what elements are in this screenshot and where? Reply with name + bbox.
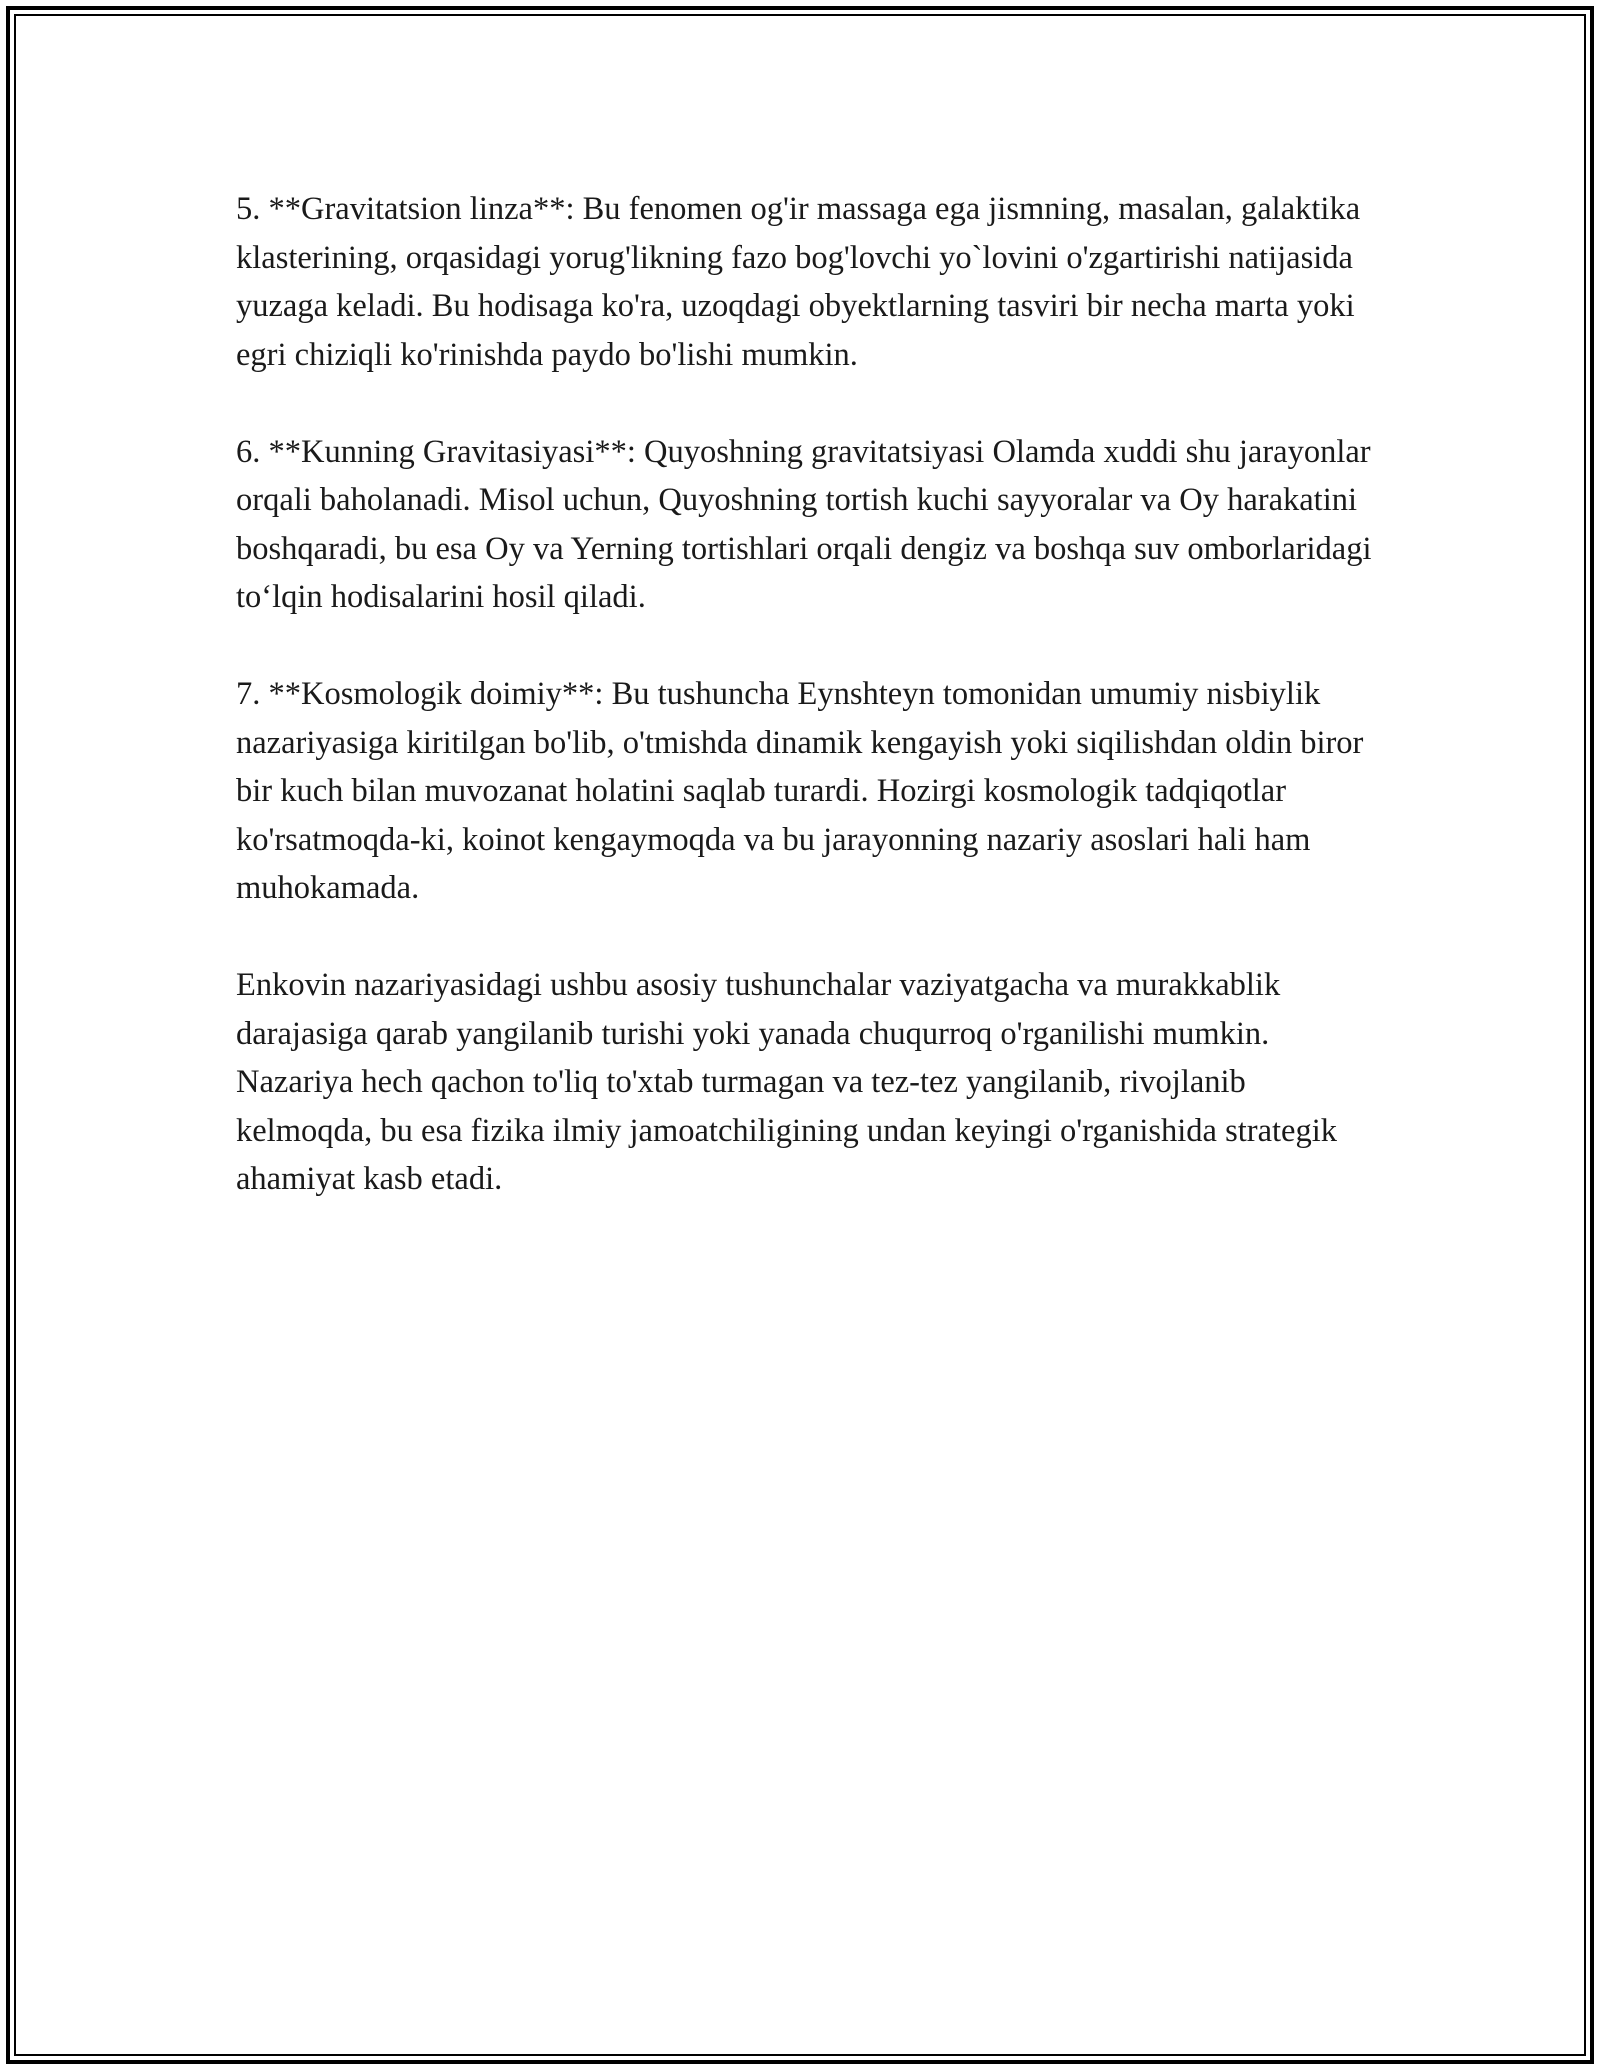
paragraph-gravitational-lens: 5. **Gravitatsion linza**: Bu fenomen og'ir massaga ega jismning, masalan, galaktika klasterining, orqasidagi yorug'likning fazo bog'lovchi yo`lovini o'zgartirishi natijasida yuzaga keladi. Bu hodisaga ko'ra, uzoqdagi obyektlarning tasviri bir necha marta yoki egri chiziqli ko'rinishda paydo bo'lishi mumkin. (236, 191, 1361, 373)
document-body (236, 185, 1376, 1252)
paragraph-conclusion: Enkovin nazariyasidagi ushbu asosiy tushunchalar vaziyatgacha va murakkablik darajasiga qarab yangilanib turishi yoki yanada chuqurroq o'rganilishi mumkin. Nazariya hech qachon to'liq to'xtab turmagan va tez-tez yangilanib, rivojlanib kelmoqda, bu esa fizika ilmiy jamoatchiligining undan keyingi o'rganishida strategik ahamiyat kasb etadi. (236, 967, 1337, 1197)
paragraph-sun-gravity: 6. **Kunning Gravitasiyasi**: Quyoshning gravitatsiyasi Olamda xuddi shu jarayonlar orqali baholanadi. Misol uchun, Quyoshning tortish kuchi sayyoralar va Oy harakatini boshqaradi, bu esa Oy va Yerning tortishlari orqali dengiz va boshqa suv omborlaridagi to‘lqin hodisalarini hosil qiladi. (236, 433, 1372, 615)
paragraph-cosmological-constant: 7. **Kosmologik doimiy**: Bu tushuncha Eynshteyn tomonidan umumiy nisbiylik nazariyasiga kiritilgan bo'lib, o'tmishda dinamik kengayish yoki siqilishdan oldin biror bir kuch bilan muvozanat holatini saqlab turardi. Hozirgi kosmologik tadqiqotlar ko'rsatmoqda-ki, koinot kengaymoqda va bu jarayonning nazariy asoslari hali ham muhokamada. (236, 676, 1364, 906)
